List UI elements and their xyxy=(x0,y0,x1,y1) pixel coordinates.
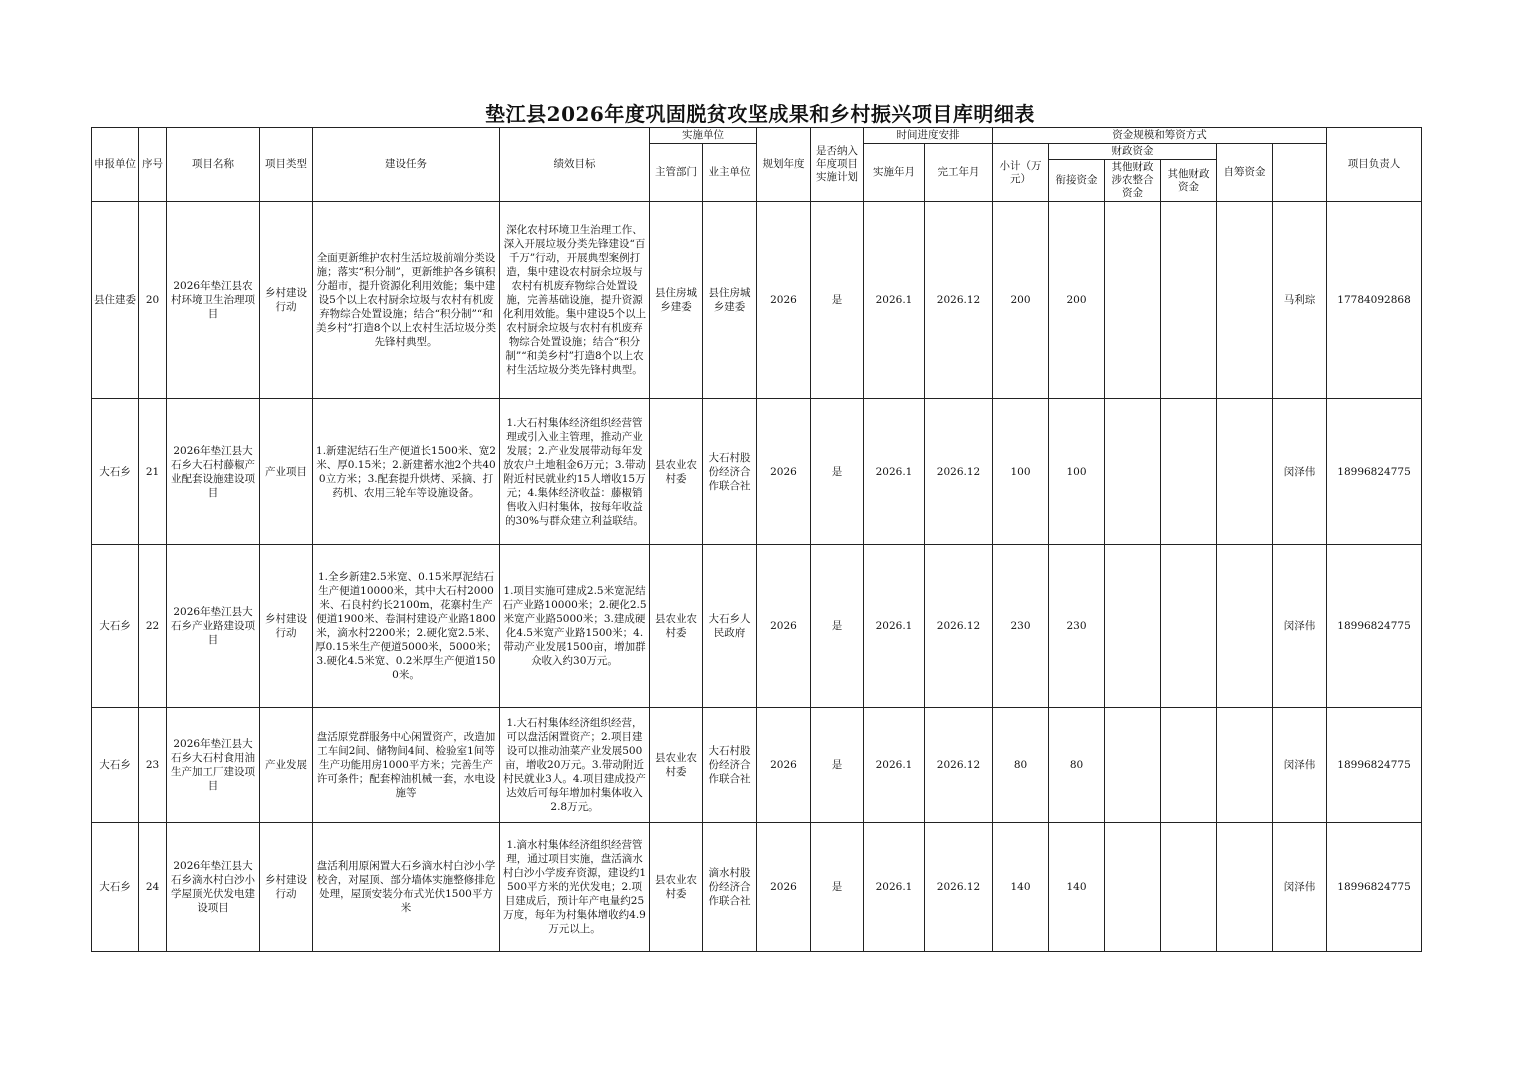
cell-link-funds: 230 xyxy=(1049,545,1105,708)
cell-goal: 1.滴水村集体经济组织经营管理，通过项目实施，盘活滴水村白沙小学废弃资源，建设约1500平方米的光伏发电；2.项目建成后，预计年产电量约25万度，每年为村集体增收约4.9万元以上。 xyxy=(500,823,650,952)
header-plan-year: 规划年度 xyxy=(757,128,811,202)
table-row xyxy=(92,708,1422,823)
cell-start: 2026.1 xyxy=(864,823,925,952)
cell-leader: 闵泽伟 xyxy=(1273,399,1327,545)
cell-dept: 县农业农村委 xyxy=(650,399,703,545)
cell-phone: 17784092868 xyxy=(1327,202,1422,399)
cell-self-funds xyxy=(1217,823,1273,952)
cell-other-fiscal xyxy=(1161,399,1217,545)
cell-phone: 18996824775 xyxy=(1327,545,1422,708)
cell-subtotal: 140 xyxy=(993,823,1049,952)
cell-other-agri xyxy=(1105,202,1161,399)
cell-phone: 18996824775 xyxy=(1327,399,1422,545)
table-row xyxy=(92,399,1422,545)
cell-other-agri xyxy=(1105,545,1161,708)
cell-goal: 1.大石村集体经济组织经营，可以盘活闲置资产；2.项目建设可以推动油菜产业发展500亩，增收20万元。3.带动附近村民就业3人。4.项目建成投产达效后可每年增加村集体收入2.8万元。 xyxy=(500,708,650,823)
cell-other-fiscal xyxy=(1161,545,1217,708)
cell-link-funds: 140 xyxy=(1049,823,1105,952)
cell-dept: 县住房城乡建委 xyxy=(650,202,703,399)
cell-goal: 1.项目实施可建成2.5米宽泥结石产业路10000米；2.硬化2.5米宽产业路5000米；3.建成硬化4.5米宽产业路1500米；4.带动产业发展1500亩，增加群众收入约30万元。 xyxy=(500,545,650,708)
cell-plan-year: 2026 xyxy=(757,545,811,708)
table-row xyxy=(92,202,1422,399)
cell-task: 1.新建泥结石生产便道长1500米、宽2米、厚0.15米；2.新建蓄水池2个共400立方米；3.配套提升烘烤、采摘、打药机、农用三轮车等设施设备。 xyxy=(313,399,500,545)
cell-plan-year: 2026 xyxy=(757,823,811,952)
cell-leader: 闵泽伟 xyxy=(1273,545,1327,708)
cell-type: 乡村建设行动 xyxy=(260,545,313,708)
cell-owner: 大石乡人民政府 xyxy=(703,545,757,708)
cell-type: 产业发展 xyxy=(260,708,313,823)
cell-seq: 23 xyxy=(139,708,167,823)
cell-other-fiscal xyxy=(1161,823,1217,952)
cell-end: 2026.12 xyxy=(925,708,993,823)
header-dept: 主管部门 xyxy=(650,144,703,202)
cell-task: 盘活利用原闲置大石乡滴水村白沙小学校舍，对屋顶、部分墙体实施整修排危处理，屋顶安装分布式光伏1500平方米 xyxy=(313,823,500,952)
cell-included: 是 xyxy=(811,545,864,708)
cell-other-agri xyxy=(1105,823,1161,952)
page-title: 垫江县2026年度巩固脱贫攻坚成果和乡村振兴项目库明细表 xyxy=(485,102,1035,126)
header-included: 是否纳入年度项目实施计划 xyxy=(811,128,864,202)
cell-leader: 闵泽伟 xyxy=(1273,708,1327,823)
header-leader: 项目负责人 xyxy=(1327,128,1422,202)
cell-unit: 大石乡 xyxy=(92,545,139,708)
cell-goal: 1.大石村集体经济组织经营管理或引入业主管理，推动产业发展；2.产业发展带动每年发放农户土地租金6万元；3.带动附近村民就业约15人增收15万元；4.集体经济收益：藤椒销售收入归村集体，按每年收益的30%与群众建立利益联结。 xyxy=(500,399,650,545)
cell-seq: 20 xyxy=(139,202,167,399)
cell-subtotal: 230 xyxy=(993,545,1049,708)
cell-goal: 深化农村环境卫生治理工作、深入开展垃圾分类先锋建设“百千万”行动，开展典型案例打造，集中建设农村厨余垃圾与农村有机废弃物综合处置设施，完善基础设施，提升资源化利用效能。集中建设5个以上农村厨余垃圾与农村有机废弃物综合处置设施；结合“积分制”“和美乡村”打造8个以上农村生活垃圾分类先锋村典型。 xyxy=(500,202,650,399)
header-name: 项目名称 xyxy=(167,128,260,202)
cell-self-funds xyxy=(1217,399,1273,545)
cell-dept: 县农业农村委 xyxy=(650,545,703,708)
cell-name: 2026年垫江县大石乡产业路建设项目 xyxy=(167,545,260,708)
cell-subtotal: 200 xyxy=(993,202,1049,399)
cell-name: 2026年垫江县大石乡滴水村白沙小学屋顶光伏发电建设项目 xyxy=(167,823,260,952)
cell-type: 产业项目 xyxy=(260,399,313,545)
cell-included: 是 xyxy=(811,202,864,399)
cell-owner: 滴水村股份经济合作联合社 xyxy=(703,823,757,952)
cell-self-funds xyxy=(1217,708,1273,823)
cell-seq: 24 xyxy=(139,823,167,952)
header-owner: 业主单位 xyxy=(703,144,757,202)
cell-end: 2026.12 xyxy=(925,545,993,708)
cell-start: 2026.1 xyxy=(864,202,925,399)
cell-subtotal: 100 xyxy=(993,399,1049,545)
header-other-fiscal: 其他财政资金 xyxy=(1161,160,1217,202)
cell-plan-year: 2026 xyxy=(757,708,811,823)
cell-included: 是 xyxy=(811,823,864,952)
cell-link-funds: 100 xyxy=(1049,399,1105,545)
cell-included: 是 xyxy=(811,708,864,823)
cell-seq: 22 xyxy=(139,545,167,708)
header-start: 实施年月 xyxy=(864,144,925,202)
header-task: 建设任务 xyxy=(313,128,500,202)
header-seq: 序号 xyxy=(139,128,167,202)
cell-link-funds: 80 xyxy=(1049,708,1105,823)
cell-unit: 县住建委 xyxy=(92,202,139,399)
table-row xyxy=(92,545,1422,708)
cell-dept: 县农业农村委 xyxy=(650,823,703,952)
cell-plan-year: 2026 xyxy=(757,399,811,545)
project-table xyxy=(91,127,1422,952)
cell-self-funds xyxy=(1217,202,1273,399)
cell-type: 乡村建设行动 xyxy=(260,823,313,952)
cell-unit: 大石乡 xyxy=(92,399,139,545)
cell-start: 2026.1 xyxy=(864,545,925,708)
header-self-funds: 自筹资金 xyxy=(1217,144,1273,202)
cell-start: 2026.1 xyxy=(864,399,925,545)
cell-start: 2026.1 xyxy=(864,708,925,823)
cell-plan-year: 2026 xyxy=(757,202,811,399)
cell-subtotal: 80 xyxy=(993,708,1049,823)
cell-task: 全面更新维护农村生活垃圾前端分类设施；落实“积分制”，更新维护各乡镇积分超市，提升资源化利用效能；集中建设5个以上农村厨余垃圾与农村有机废弃物综合处置设施；结合“积分制”“和美乡村”打造8个以上农村生活垃圾分类先锋村典型。 xyxy=(313,202,500,399)
cell-name: 2026年垫江县农村环境卫生治理项目 xyxy=(167,202,260,399)
cell-task: 盘活原党群服务中心闲置资产，改造加工车间2间、储物间4间、检验室1间等生产功能用房1000平方米；完善生产许可条件；配套榨油机械一套，水电设施等 xyxy=(313,708,500,823)
cell-dept: 县农业农村委 xyxy=(650,708,703,823)
cell-other-agri xyxy=(1105,708,1161,823)
cell-other-agri xyxy=(1105,399,1161,545)
cell-seq: 21 xyxy=(139,399,167,545)
cell-phone: 18996824775 xyxy=(1327,823,1422,952)
header-link-funds: 衔接资金 xyxy=(1049,160,1105,202)
cell-owner: 大石村股份经济合作联合社 xyxy=(703,399,757,545)
cell-phone: 18996824775 xyxy=(1327,708,1422,823)
cell-owner: 大石村股份经济合作联合社 xyxy=(703,708,757,823)
cell-link-funds: 200 xyxy=(1049,202,1105,399)
cell-end: 2026.12 xyxy=(925,823,993,952)
cell-leader: 闵泽伟 xyxy=(1273,823,1327,952)
header-fiscal-group: 财政资金 xyxy=(1049,144,1217,160)
header-unit: 申报单位 xyxy=(92,128,139,202)
header-impl-group: 实施单位 xyxy=(650,128,757,144)
header-type: 项目类型 xyxy=(260,128,313,202)
cell-unit: 大石乡 xyxy=(92,708,139,823)
header-funds-group: 资金规模和筹资方式 xyxy=(993,128,1327,144)
cell-end: 2026.12 xyxy=(925,202,993,399)
header-subtotal: 小计（万元） xyxy=(993,144,1049,202)
cell-self-funds xyxy=(1217,545,1273,708)
cell-included: 是 xyxy=(811,399,864,545)
cell-unit: 大石乡 xyxy=(92,823,139,952)
cell-name: 2026年垫江县大石乡大石村食用油生产加工厂建设项目 xyxy=(167,708,260,823)
cell-name: 2026年垫江县大石乡大石村藤椒产业配套设施建设项目 xyxy=(167,399,260,545)
cell-leader: 马利琮 xyxy=(1273,202,1327,399)
cell-other-fiscal xyxy=(1161,202,1217,399)
cell-owner: 县住房城乡建委 xyxy=(703,202,757,399)
cell-type: 乡村建设行动 xyxy=(260,202,313,399)
header-end: 完工年月 xyxy=(925,144,993,202)
header-time-group: 时间进度安排 xyxy=(864,128,993,144)
header-goal: 绩效目标 xyxy=(500,128,650,202)
table-row xyxy=(92,823,1422,952)
cell-task: 1.全乡新建2.5米宽、0.15米厚泥结石生产便道10000米，其中大石村2000米、石良村约长2100m，花寨村生产便道1900米、卷洞村建设产业路1800米，滴水村2200米；2.硬化宽2.5米、厚0.15米生产便道5000米，5000米；3.硬化4.5米宽、0.2米厚生产便道1500米。 xyxy=(313,545,500,708)
header-other-agri: 其他财政涉农整合资金 xyxy=(1105,160,1161,202)
cell-other-fiscal xyxy=(1161,708,1217,823)
cell-end: 2026.12 xyxy=(925,399,993,545)
